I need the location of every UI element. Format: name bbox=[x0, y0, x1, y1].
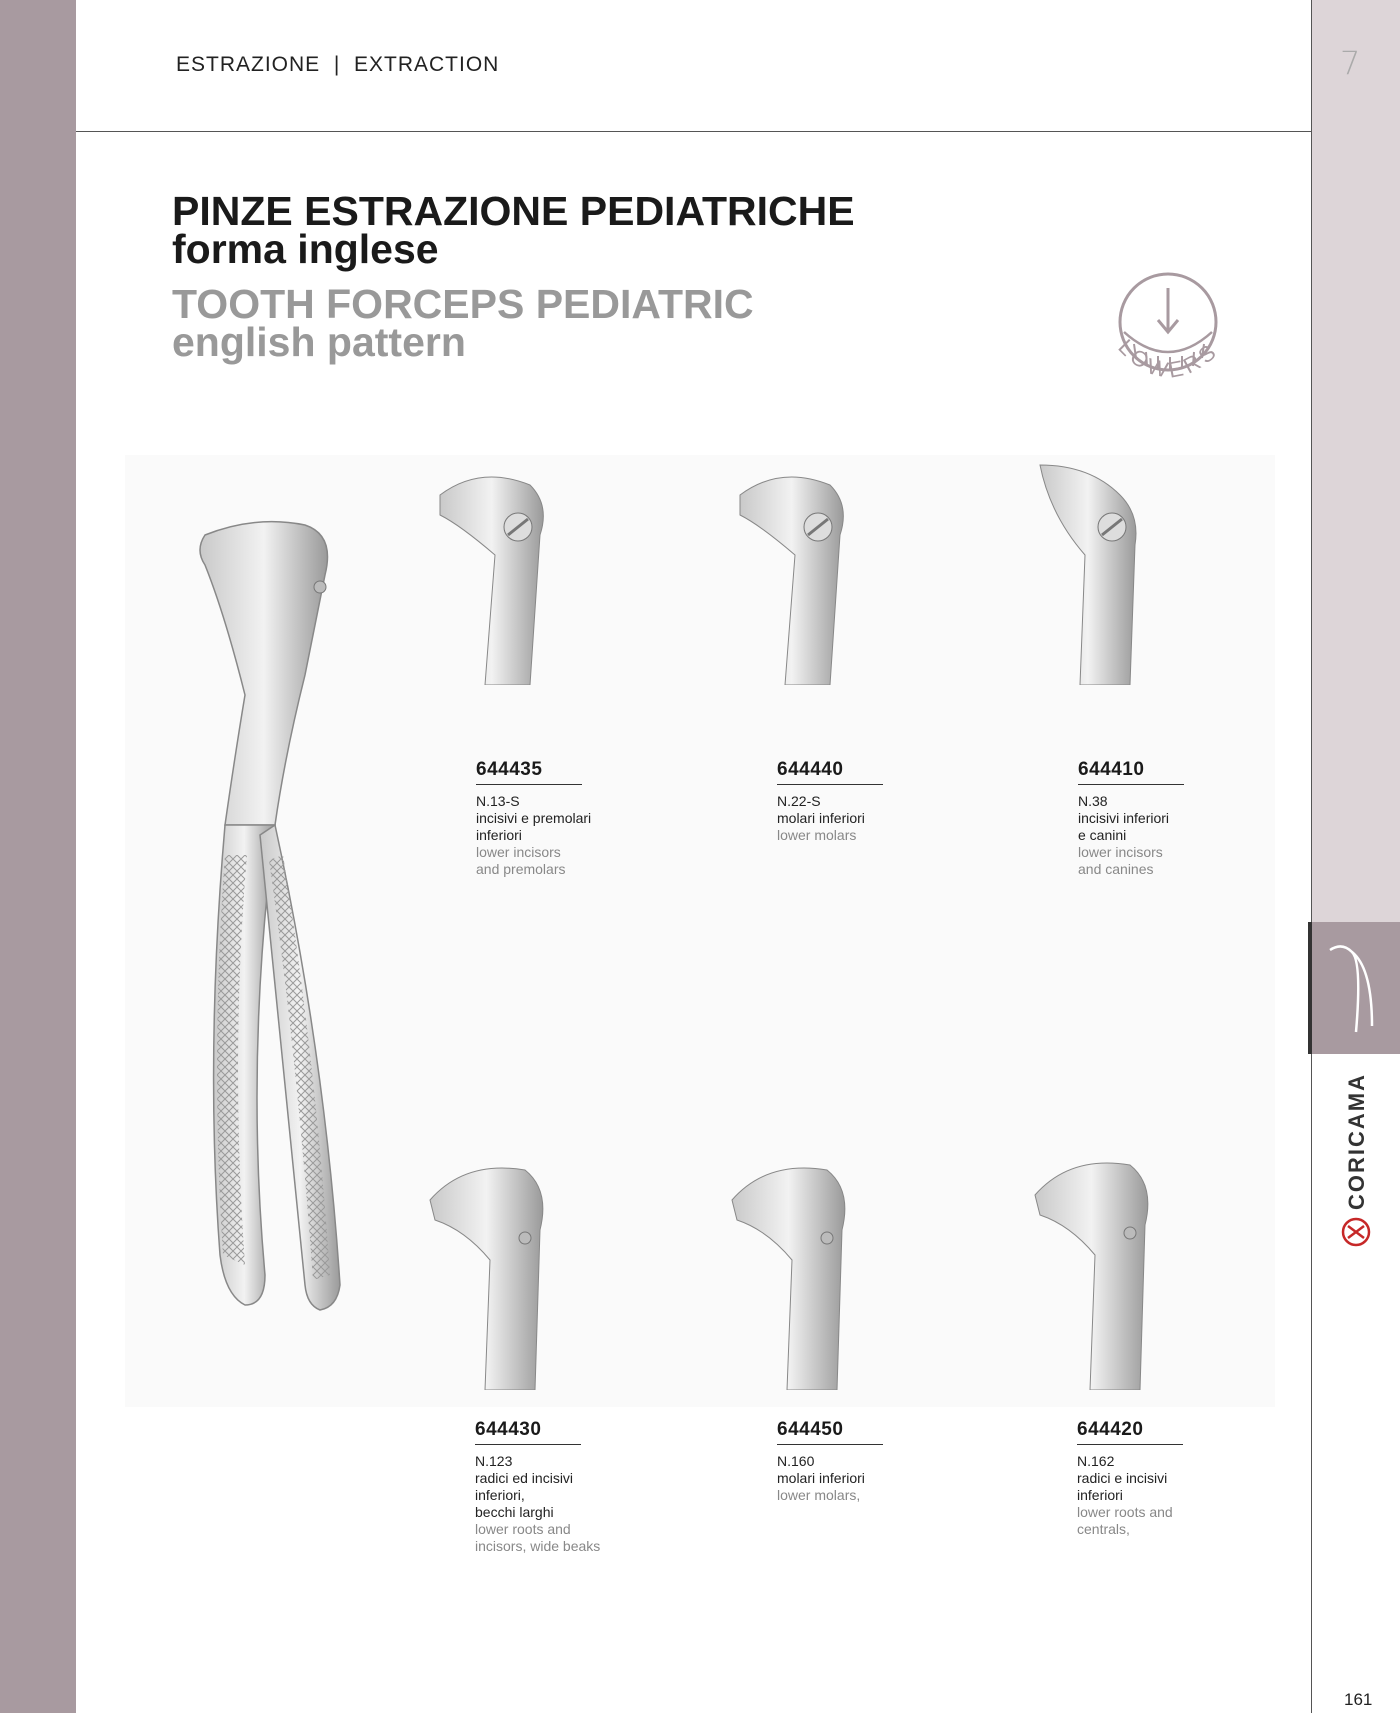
product-code: 644450 bbox=[777, 1421, 883, 1445]
product-desc-it: e canini bbox=[1078, 827, 1127, 843]
product-desc-en: and canines bbox=[1078, 861, 1154, 877]
product-desc-en: lower molars, bbox=[777, 1487, 861, 1503]
title-english bbox=[172, 281, 754, 365]
product-code: 644440 bbox=[777, 761, 883, 785]
product-644420 bbox=[1077, 1421, 1183, 1538]
page-number: 161 bbox=[1344, 1690, 1373, 1709]
product-model: N.160 bbox=[777, 1453, 815, 1469]
product-desc-it: radici ed incisivi bbox=[475, 1470, 574, 1486]
product-desc-en: lower incisors bbox=[1078, 844, 1163, 860]
product-model: N.13-S bbox=[476, 793, 520, 809]
product-model: N.123 bbox=[475, 1453, 513, 1469]
product-desc-it: inferiori, bbox=[475, 1487, 525, 1503]
right-color-band bbox=[1312, 0, 1400, 922]
product-desc-en: lower molars bbox=[777, 827, 857, 843]
product-desc-en: lower roots and bbox=[475, 1521, 571, 1537]
section-header: ESTRAZIONE | EXTRACTION bbox=[176, 53, 500, 76]
forceps-644440-image bbox=[730, 465, 880, 685]
product-desc-en: lower incisors bbox=[476, 844, 561, 860]
product-model: N.38 bbox=[1078, 793, 1108, 809]
forceps-644430-image bbox=[425, 1160, 575, 1390]
right-divider bbox=[1311, 0, 1312, 1713]
product-desc-it: inferiori bbox=[1077, 1487, 1123, 1503]
product-desc-it: inferiori bbox=[476, 827, 522, 843]
product-desc-it: radici e incisivi bbox=[1077, 1470, 1168, 1486]
product-644410 bbox=[1078, 761, 1184, 878]
coricama-logo-icon bbox=[1336, 1070, 1376, 1250]
product-desc-it: becchi larghi bbox=[475, 1504, 554, 1520]
forceps-644410-image bbox=[1030, 455, 1180, 685]
product-desc-it: molari inferiori bbox=[777, 810, 865, 826]
brand-logo bbox=[1336, 1070, 1376, 1250]
forceps-644450-image bbox=[727, 1160, 877, 1390]
large-forceps-image bbox=[165, 495, 365, 1345]
left-color-band bbox=[0, 0, 76, 1713]
product-644450 bbox=[777, 1421, 883, 1504]
product-code: 644430 bbox=[475, 1421, 581, 1445]
product-desc-en: lower roots and bbox=[1077, 1504, 1173, 1520]
product-644430 bbox=[475, 1421, 600, 1555]
product-code: 644435 bbox=[476, 761, 582, 785]
product-model: N.162 bbox=[1077, 1453, 1115, 1469]
product-code: 644420 bbox=[1077, 1421, 1183, 1445]
product-model: N.22-S bbox=[777, 793, 821, 809]
title-italian bbox=[172, 188, 855, 272]
lowers-badge bbox=[1100, 262, 1240, 402]
product-desc-en: incisors, wide beaks bbox=[475, 1538, 601, 1554]
title-it-line2: forma inglese bbox=[172, 226, 439, 272]
product-desc-it: incisivi e premolari bbox=[476, 810, 592, 826]
title-en-line2: english pattern bbox=[172, 319, 466, 365]
product-644435 bbox=[476, 761, 591, 878]
forceps-icon bbox=[1308, 922, 1400, 1054]
title-it-line1: PINZE ESTRAZIONE PEDIATRICHE bbox=[172, 188, 855, 234]
product-photo-area bbox=[125, 455, 1275, 1407]
tab-marker bbox=[1308, 922, 1312, 1054]
badge-label: LOWERS bbox=[1113, 334, 1224, 384]
product-desc-it: molari inferiori bbox=[777, 1470, 865, 1486]
brand-name: CORICAMA bbox=[1344, 1073, 1369, 1210]
forceps-644435-image bbox=[430, 465, 580, 685]
forceps-644420-image bbox=[1030, 1155, 1180, 1390]
product-code: 644410 bbox=[1078, 761, 1184, 785]
svg-text:LOWERS bbox=[1113, 334, 1223, 383]
section-tab[interactable] bbox=[1308, 922, 1400, 1054]
product-644440 bbox=[777, 761, 883, 844]
product-desc-it: incisivi inferiori bbox=[1078, 810, 1170, 826]
header-divider bbox=[76, 131, 1312, 132]
product-desc-en: and premolars bbox=[476, 861, 566, 877]
chapter-number: 7 bbox=[1340, 44, 1361, 82]
title-en-line1: TOOTH FORCEPS PEDIATRIC bbox=[172, 281, 754, 327]
product-desc-en: centrals, bbox=[1077, 1521, 1130, 1537]
